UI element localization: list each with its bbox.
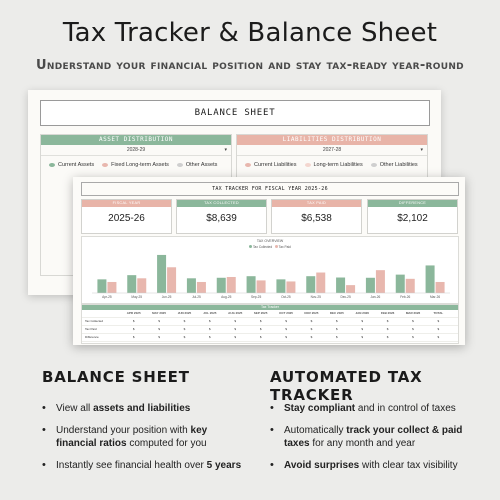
bar-tax-paid bbox=[346, 285, 355, 293]
table-cell: $ bbox=[412, 319, 414, 323]
asset-year-select[interactable] bbox=[41, 145, 231, 156]
x-tick-label: Jun-25 bbox=[161, 295, 172, 299]
feature-item: • View all assets and liabilities bbox=[42, 402, 242, 415]
table-cell: $ bbox=[234, 335, 237, 339]
kpi-label: TAX PAID bbox=[272, 200, 361, 207]
table-cell: $ bbox=[386, 335, 389, 339]
table-cell: $ bbox=[386, 327, 389, 331]
bar-tax-collected bbox=[366, 278, 375, 293]
x-tick-label: Jul-25 bbox=[192, 295, 201, 299]
feature-item: • Avoid surprises with clear tax visibility bbox=[270, 459, 475, 472]
table-cell: $ bbox=[132, 327, 135, 331]
bar-tax-paid bbox=[227, 277, 236, 293]
table-cell: $ bbox=[183, 319, 186, 323]
table-cell: $ bbox=[310, 319, 313, 323]
row-label bbox=[82, 310, 121, 317]
table-cell: MAR 2026 bbox=[405, 311, 421, 315]
table-cell: FEB 2026 bbox=[380, 311, 395, 315]
table-cell: $ bbox=[285, 319, 287, 323]
kpi-value: 2025-26 bbox=[108, 213, 145, 224]
feature-item: • Instantly see financial health over 5 years bbox=[42, 459, 242, 472]
table-body bbox=[82, 310, 458, 342]
x-tick-label: Feb-26 bbox=[400, 295, 411, 299]
balance-sheet-header: BALANCE SHEET bbox=[40, 100, 430, 126]
kpi-label: DIFFERENCE bbox=[368, 200, 457, 207]
x-tick-label: Nov-25 bbox=[310, 295, 321, 299]
bar-tax-paid bbox=[316, 273, 325, 293]
tax-tracker-header: TAX TRACKER FOR FISCAL YEAR 2025-26 bbox=[81, 182, 459, 196]
bar-tax-collected bbox=[276, 279, 285, 293]
page-title: Tax Tracker & Balance Sheet bbox=[62, 18, 438, 48]
bar-tax-collected bbox=[97, 279, 106, 293]
legend-swatch bbox=[305, 163, 311, 167]
legend-label: Long-term Liabilities bbox=[313, 162, 363, 168]
tax-table bbox=[81, 304, 459, 344]
kpi-tax-paid bbox=[271, 199, 362, 234]
legend-item bbox=[305, 162, 363, 168]
tax-bar-chart bbox=[82, 237, 458, 303]
table-cell: NOV 2025 bbox=[304, 311, 319, 315]
bar-tax-collected bbox=[127, 275, 136, 293]
kpi-label: TAX COLLECTED bbox=[177, 200, 266, 207]
page-subtitle: Understand your financial position and stay tax-ready year-round bbox=[36, 58, 464, 73]
kpi-difference bbox=[367, 199, 458, 234]
legend-swatch bbox=[245, 163, 251, 167]
bar-tax-paid bbox=[257, 280, 266, 293]
table-cell: MAY 2025 bbox=[152, 311, 167, 315]
kpi-tax-collected bbox=[176, 199, 267, 234]
table-cell: $ bbox=[158, 335, 160, 339]
table-cell: $ bbox=[285, 335, 287, 339]
chevron-down-icon: ▾ bbox=[420, 147, 423, 153]
tax-tracker-features bbox=[270, 402, 475, 481]
table-cell: $ bbox=[437, 319, 440, 323]
bar-tax-collected bbox=[247, 276, 256, 293]
table-cell: $ bbox=[437, 327, 440, 331]
row-label: Difference bbox=[85, 335, 99, 339]
bar-tax-collected bbox=[306, 276, 315, 293]
table-cell: $ bbox=[158, 319, 160, 323]
liabilities-year-select[interactable] bbox=[237, 145, 427, 156]
chart-title: TAX OVERVIEW bbox=[256, 239, 284, 243]
table-cell: $ bbox=[335, 319, 338, 323]
table-cell: $ bbox=[412, 335, 414, 339]
legend-item bbox=[371, 162, 418, 168]
table-cell: $ bbox=[183, 327, 186, 331]
table-cell: $ bbox=[183, 335, 186, 339]
bar-tax-paid bbox=[107, 282, 116, 293]
table-cell: $ bbox=[259, 327, 262, 331]
legend-label: Other Assets bbox=[185, 162, 218, 168]
liabilities-year-value: 2027-28 bbox=[322, 147, 342, 153]
table-cell: $ bbox=[412, 327, 414, 331]
table-cell: JUN 2025 bbox=[177, 311, 192, 315]
x-tick-label: Sep-25 bbox=[250, 295, 262, 299]
table-cell: DEC 2025 bbox=[329, 311, 344, 315]
legend-item bbox=[177, 162, 218, 168]
legend-swatch bbox=[371, 163, 377, 167]
bar-tax-collected bbox=[426, 265, 435, 293]
legend-label: Other Liabilities bbox=[379, 162, 418, 168]
feature-item: • Stay compliant and in control of taxes bbox=[270, 402, 475, 415]
kpi-fiscal-year bbox=[81, 199, 172, 234]
table-cell: TOTAL bbox=[433, 311, 444, 315]
legend-label: Tax Collected bbox=[252, 245, 273, 249]
table-cell: $ bbox=[361, 319, 364, 323]
kpi-label: FISCAL YEAR bbox=[82, 200, 171, 207]
table-cell: JUL 2025 bbox=[203, 311, 217, 315]
bar-tax-paid bbox=[197, 282, 206, 293]
x-tick-label: Mar-26 bbox=[430, 295, 441, 299]
asset-year-value: 2028-29 bbox=[126, 147, 146, 153]
table-cell: $ bbox=[158, 327, 160, 331]
table-header-row bbox=[82, 310, 458, 318]
legend-label: Fixed Long-term Assets bbox=[111, 162, 169, 168]
feature-item: • Automatically track your collect & paid taxes for any month and year bbox=[270, 424, 475, 450]
table-title: Tax Tracker bbox=[82, 305, 458, 310]
legend-label: Current Assets bbox=[58, 162, 95, 168]
table-cell: $ bbox=[361, 335, 364, 339]
bar-tax-paid bbox=[167, 267, 176, 293]
balance-sheet-features bbox=[42, 402, 242, 481]
table-row bbox=[82, 318, 458, 326]
table-cell: $ bbox=[209, 335, 211, 339]
table-cell: $ bbox=[335, 327, 338, 331]
chevron-down-icon: ▾ bbox=[224, 147, 227, 153]
x-tick-label: May-25 bbox=[131, 295, 143, 299]
table-cell: OCT 2025 bbox=[279, 311, 293, 315]
bar-tax-collected bbox=[157, 255, 166, 293]
liabilities-legend bbox=[237, 156, 427, 174]
table-cell: $ bbox=[361, 327, 364, 331]
bar-tax-paid bbox=[376, 270, 385, 293]
bar-tax-paid bbox=[137, 278, 146, 293]
legend-item bbox=[49, 162, 94, 168]
table-cell: APR 2025 bbox=[126, 311, 141, 315]
x-tick-label: Apr-25 bbox=[102, 295, 112, 299]
table-cell: $ bbox=[285, 327, 287, 331]
legend-swatch bbox=[177, 163, 183, 167]
table-row bbox=[82, 334, 458, 342]
x-tick-label: Aug-25 bbox=[221, 295, 232, 299]
table-cell: $ bbox=[209, 327, 211, 331]
bar-tax-paid bbox=[406, 279, 415, 293]
table-cell: $ bbox=[259, 335, 262, 339]
row-label: Tax Collected bbox=[85, 319, 104, 323]
legend-label: Tax Paid bbox=[278, 245, 291, 249]
table-cell: $ bbox=[132, 335, 135, 339]
table-cell: $ bbox=[335, 335, 338, 339]
legend-item bbox=[245, 162, 297, 168]
table-cell: $ bbox=[259, 319, 262, 323]
x-tick-label: Jan-26 bbox=[370, 295, 381, 299]
x-tick-label: Dec-25 bbox=[340, 295, 351, 299]
asset-panel-title: ASSET DISTRIBUTION bbox=[41, 135, 231, 145]
kpi-value: $8,639 bbox=[206, 213, 237, 224]
tax-overview-chart bbox=[81, 236, 459, 304]
table-cell: $ bbox=[234, 327, 237, 331]
table-cell: $ bbox=[132, 319, 135, 323]
table-cell: $ bbox=[310, 327, 313, 331]
table-cell: SEP 2025 bbox=[253, 311, 268, 315]
legend-item bbox=[102, 162, 169, 168]
legend-swatch bbox=[49, 163, 55, 167]
balance-sheet-section-title: BALANCE SHEET bbox=[42, 368, 190, 386]
bar-tax-collected bbox=[396, 275, 405, 293]
table-cell: $ bbox=[234, 319, 237, 323]
feature-item: • Understand your position with key financial ratios computed for you bbox=[42, 424, 242, 450]
liabilities-panel-title: LIABILITIES DISTRIBUTION bbox=[237, 135, 427, 145]
bar-tax-paid bbox=[436, 282, 445, 293]
table-cell: $ bbox=[310, 335, 313, 339]
legend-swatch bbox=[102, 163, 108, 167]
table-cell: $ bbox=[437, 335, 440, 339]
bar-tax-collected bbox=[336, 278, 345, 293]
kpi-value: $2,102 bbox=[397, 213, 428, 224]
legend-label: Current Liabilities bbox=[254, 162, 297, 168]
kpi-value: $6,538 bbox=[301, 213, 332, 224]
table-cell: AUG 2025 bbox=[228, 311, 243, 315]
x-tick-label: Oct-25 bbox=[281, 295, 291, 299]
row-label: Tax Paid bbox=[85, 327, 97, 331]
tax-tracker-section-title: AUTOMATED TAX TRACKER bbox=[270, 368, 423, 404]
table-cell: $ bbox=[209, 319, 211, 323]
tax-tracker-preview bbox=[73, 177, 465, 345]
bar-tax-collected bbox=[187, 278, 196, 293]
bar-tax-paid bbox=[286, 281, 295, 293]
table-cell: JAN 2026 bbox=[355, 311, 369, 315]
asset-legend bbox=[41, 156, 231, 174]
table-cell: $ bbox=[386, 319, 389, 323]
bar-tax-collected bbox=[217, 278, 226, 293]
table-row bbox=[82, 326, 458, 334]
